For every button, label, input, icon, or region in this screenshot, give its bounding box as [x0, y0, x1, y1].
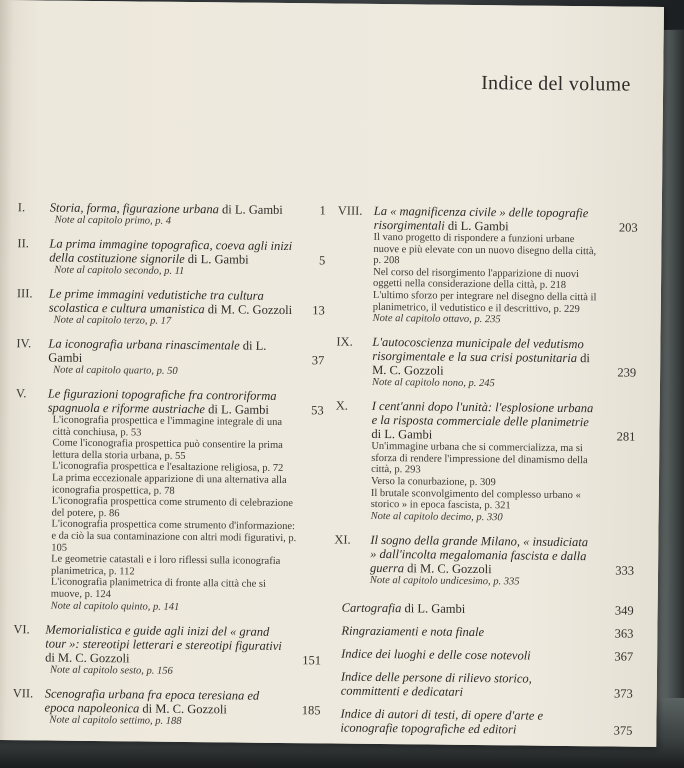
toc-chapter-entry	[334, 532, 635, 589]
entry-page-number: 375	[613, 723, 633, 738]
toc-appendix-list	[332, 600, 633, 737]
entry-title-line	[49, 287, 295, 318]
entry-page-number: 1	[319, 203, 326, 218]
chapter-notes-ref: Note al capitolo sesto, p. 156	[49, 664, 173, 677]
chapter-numeral: X.	[335, 398, 348, 413]
entry-title: L'autocoscienza municipale del vedutismo risorgimentale e la sua crisi postunitaria	[372, 335, 584, 366]
page-title: Indice del volume	[481, 72, 631, 96]
entry-author: di M. C. Gozzoli	[207, 302, 293, 318]
entry-page-number: 185	[301, 702, 321, 717]
section-item: Il vano progetto di rispondere a funzioni urbane nuove e più elevate con un nuovo disegno della città, p. 208	[373, 231, 597, 267]
entry-title-line	[341, 646, 593, 663]
entry-title: I cent'anni dopo l'unità: l'esplosione urbana e la risposta commerciale delle planimetrie	[371, 399, 594, 430]
entry-title: Cartografia	[341, 600, 402, 615]
toc-extra-entry	[334, 600, 634, 617]
toc-extra-entry	[333, 669, 633, 700]
toc-chapter-entry	[17, 236, 325, 279]
entry-title: La « magnificenza civile » delle topografie risorgimentali	[373, 203, 589, 233]
chapter-numeral: VI.	[13, 621, 30, 636]
entry-title-line	[341, 623, 593, 640]
chapter-numeral: V.	[15, 386, 27, 401]
entry-title: Indice dei luoghi e delle cose notevoli	[341, 646, 531, 663]
chapter-numeral: IX.	[336, 334, 353, 349]
section-item: L'iconografia planimetrica di fronte alla città che si muove, p. 124	[50, 576, 266, 601]
toc-chapter-entry	[16, 336, 324, 379]
entry-page-number: 373	[613, 686, 633, 701]
entry-page-number: 281	[616, 429, 636, 444]
chapter-numeral: VIII.	[337, 203, 363, 218]
toc-chapter-entry	[336, 335, 637, 392]
chapter-numeral: VII.	[12, 685, 34, 700]
section-item: Verso la conurbazione, p. 309	[370, 475, 496, 489]
chapter-notes-ref: Note al capitolo quarto, p. 50	[53, 364, 178, 377]
entry-author: di L. Gambi	[208, 402, 269, 417]
entry-title: Il sogno della grande Milano, « insudiciata » dall'incolta megalomania fascista e dalla guerra	[370, 532, 589, 575]
entry-page-number: 37	[311, 353, 325, 368]
entry-author: di L. Gambi	[221, 202, 283, 217]
entry-title: Storia, forma, figurazione urbana	[49, 200, 220, 217]
section-item: La prima eccezionale apparizione di una alternativa alla iconografia prospettica, p. 78	[51, 472, 287, 497]
section-item: L'iconografia prospettica come strumento d'informazione: e da ciò la sua contaminazione con altri modi figurativi, p. 105	[51, 518, 297, 554]
toc-chapter-entry	[18, 200, 326, 229]
chapter-numeral: IV.	[16, 336, 32, 351]
entry-title-line	[371, 399, 595, 443]
section-item: Il brutale sconvolgimento del complesso urbano « storico » in epoca fascista, p. 321	[370, 487, 581, 512]
entry-title: Indice di autori di testi, di opere d'arte e iconografie topografiche ed editori	[340, 706, 544, 737]
toc-chapter-entry	[17, 286, 325, 329]
entry-page-number: 367	[614, 649, 634, 664]
section-item: L'ultimo sforzo per integrare nel disegno della città il planimetrico, il vedutistico e il descrittivo, p. 229	[372, 289, 597, 315]
chapter-numeral: II.	[17, 236, 29, 251]
entry-author: di L. Gambi	[447, 218, 509, 234]
chapter-notes-ref: Note al capitolo undicesimo, p. 335	[369, 574, 520, 588]
chapter-notes-ref: Note al capitolo primo, p. 4	[54, 214, 172, 227]
entry-page-number: 363	[614, 626, 634, 641]
entry-title: La iconografia urbana rinascimentale	[48, 336, 240, 353]
entry-title: Ringraziamenti e nota finale	[341, 623, 485, 639]
entry-author: di L. Gambi	[187, 251, 249, 267]
entry-page-number: 203	[618, 220, 638, 235]
entry-author: di L. Gambi	[48, 338, 267, 365]
chapter-notes-ref: Note al capitolo terzo, p. 17	[53, 314, 172, 327]
chapter-numeral: XI.	[334, 532, 351, 547]
section-item: L'iconografia prospettica e l'esaltazione religiosa, p. 72	[52, 460, 284, 475]
chapter-numeral: III.	[16, 286, 33, 301]
entry-author: di M. C. Gozzoli	[372, 351, 590, 378]
entry-title-line	[374, 204, 598, 234]
toc-left-column	[12, 200, 326, 739]
entry-title-line	[340, 706, 592, 737]
chapter-notes-ref: Note al capitolo nono, p. 245	[371, 377, 495, 390]
chapter-numeral: I.	[17, 200, 26, 215]
toc-chapter-entry	[14, 386, 324, 615]
entry-title-line	[48, 337, 294, 368]
toc-chapter-entry	[12, 686, 320, 729]
entry-title: Indice delle persone di rilievo storico, committenti e dedicatari	[340, 669, 532, 699]
entry-title-line	[372, 335, 596, 379]
section-item: Un'immagine urbana che si commercializza, ma si sforza di rendere l'impressione del dinamismo della città, p. 293	[371, 441, 588, 476]
entry-title-line	[341, 669, 593, 700]
entry-page-number: 349	[614, 603, 634, 618]
entry-title: Memorialistica e guide agli inizi del « grand tour »: stereotipi letterari e stereotipi figurativi	[45, 622, 282, 653]
entry-title: Le prime immagini vedutistiche tra cultura scolastica e cultura umanistica	[48, 286, 264, 317]
entry-title-line	[370, 533, 594, 577]
entry-title: La prima immagine topografica, coeva agli inizi della costituzione signorile	[49, 236, 293, 266]
section-item: Nel corso del risorgimento l'apparizione di nuovi oggetti nella considerazione della città, p. 218	[372, 266, 580, 292]
entry-page-number: 239	[617, 365, 637, 380]
entry-title-line	[342, 600, 594, 617]
entry-page-number: 333	[615, 563, 635, 578]
entry-author: di M. C. Gozzoli	[45, 650, 130, 665]
entry-title-line	[48, 387, 294, 418]
entry-title: Le figurazioni topografiche fra controriforma spagnuola e riforme austriache	[47, 386, 277, 417]
entry-title-line	[45, 622, 291, 667]
chapter-notes-ref: Note al capitolo ottavo, p. 235	[372, 313, 501, 326]
entry-page-number: 53	[311, 403, 324, 418]
toc-chapter-entry	[335, 399, 636, 526]
entry-title-line	[45, 686, 291, 717]
chapter-notes-ref: Note al capitolo settimo, p. 188	[49, 714, 182, 727]
toc-chapter-entry	[13, 622, 322, 679]
entry-author: di L. Gambi	[404, 600, 466, 616]
entry-page-number: 151	[302, 652, 322, 667]
entry-author: di M. C. Gozzoli	[407, 561, 492, 576]
entry-page-number: 5	[318, 253, 326, 268]
section-item: Come l'iconografia prospettica può consentire la prima lettura della storia urbana, p. 55	[52, 437, 283, 462]
entry-title: Scenografia urbana fra epoca teresiana ed epoca napoleonica	[44, 686, 260, 715]
toc-extra-entry	[333, 623, 633, 640]
toc-right-column	[332, 204, 638, 747]
entry-title-line	[49, 237, 295, 268]
toc-extra-entry	[333, 646, 633, 663]
chapter-notes-ref: Note al capitolo decimo, p. 330	[370, 510, 503, 524]
entry-page-number: 13	[312, 303, 325, 318]
entry-author: di M. C. Gozzoli	[142, 701, 227, 716]
chapter-notes-ref: Note al capitolo secondo, p. 11	[54, 264, 185, 277]
section-item: L'iconografia prospettica e l'immagine integrale di una città conchiusa, p. 53	[52, 414, 283, 439]
entry-author: di L. Gambi	[371, 427, 433, 442]
chapter-notes-ref: Note al capitolo quinto, p. 141	[50, 600, 180, 613]
toc-extra-entry	[332, 706, 632, 737]
section-item: Le geometrie catastali e i loro riflessi sulla iconografia planimetrica, p. 112	[50, 553, 281, 578]
section-item: L'iconografia prospettica come strumento di celebrazione del potere, p. 86	[51, 495, 294, 520]
toc-chapter-entry	[337, 204, 638, 328]
